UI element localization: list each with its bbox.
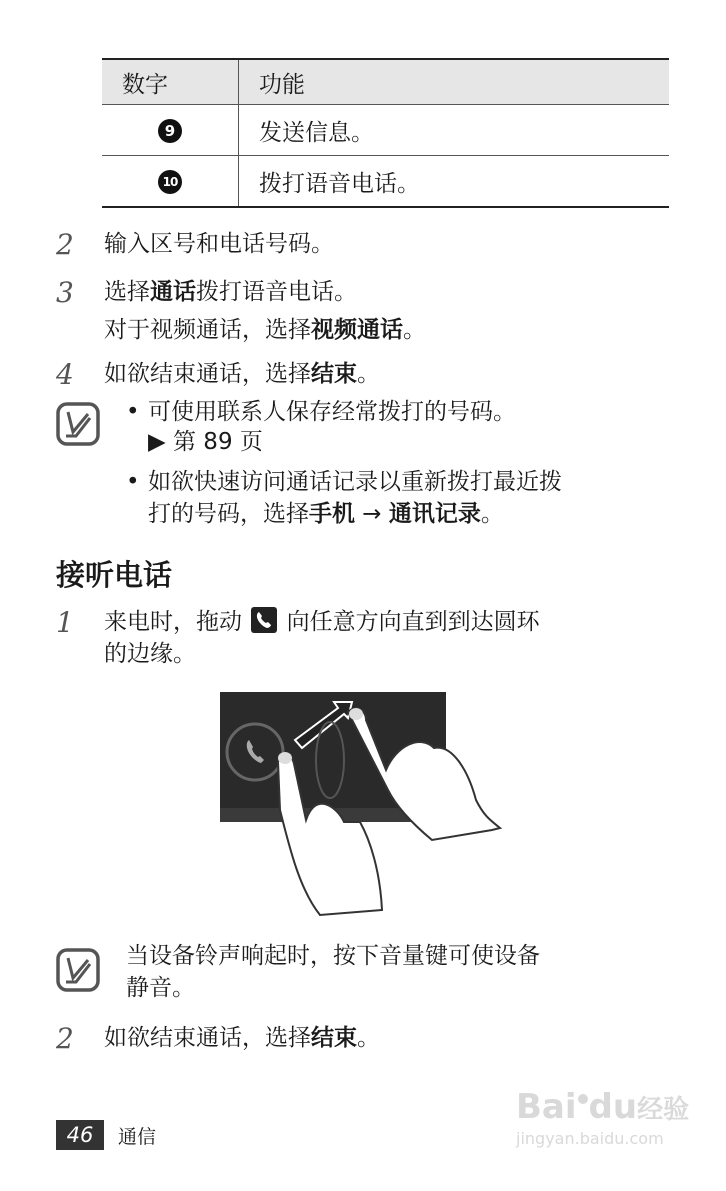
- baidu-watermark: Bai du经验 jingyan.baidu.com: [516, 1087, 690, 1148]
- step-text: 的边缘。: [104, 641, 196, 667]
- step-number: 3: [56, 276, 74, 309]
- step-number: 2: [56, 1022, 74, 1055]
- step-text: 选择通话拨打语音电话。: [104, 279, 357, 305]
- note-bullet: •: [126, 469, 140, 495]
- paw-icon: [578, 1094, 588, 1104]
- note-text: 如欲快速访问通话记录以重新拨打最近拨: [148, 469, 562, 495]
- step-subtext: 对于视频通话，选择视频通话。: [104, 317, 426, 343]
- table-cell-function: 拨打语音电话。: [239, 156, 670, 208]
- note-icon: [56, 402, 100, 446]
- section-title: 接听电话: [56, 558, 173, 592]
- note-text: 可使用联系人保存经常拨打的号码。: [148, 399, 516, 425]
- col-header-function: 功能: [239, 59, 670, 105]
- chapter-label: 通信: [118, 1126, 157, 1148]
- call-handle-icon: [251, 607, 277, 633]
- step-number: 2: [56, 228, 74, 261]
- step-number: 4: [56, 358, 74, 391]
- table-row: [102, 156, 669, 208]
- number-badge: 10: [158, 170, 182, 194]
- note-text: 打的号码，选择手机 → 通讯记录。: [148, 501, 504, 527]
- step-text: 来电时，拖动 向任意方向直到到达圆环: [104, 609, 540, 635]
- step-text: 如欲结束通话，选择结束。: [104, 1025, 380, 1051]
- col-header-number: 数字: [102, 59, 239, 105]
- note-text: 当设备铃声响起时，按下音量键可使设备: [126, 943, 540, 969]
- table-header-row: [102, 59, 669, 105]
- table-row: [102, 105, 669, 156]
- page-reference: ▶ 第 89 页: [148, 429, 263, 455]
- note-icon: [56, 948, 100, 992]
- function-table: [102, 58, 669, 208]
- number-badge: 9: [158, 119, 182, 143]
- answer-call-illustration: [220, 690, 510, 920]
- note-bullet: •: [126, 399, 140, 425]
- table-cell-function: 发送信息。: [239, 105, 670, 156]
- step-text: 输入区号和电话号码。: [104, 231, 334, 257]
- step-number: 1: [56, 606, 74, 639]
- step-text: 如欲结束通话，选择结束。: [104, 361, 380, 387]
- page-number: 46: [56, 1120, 104, 1150]
- note-text: 静音。: [126, 975, 195, 1001]
